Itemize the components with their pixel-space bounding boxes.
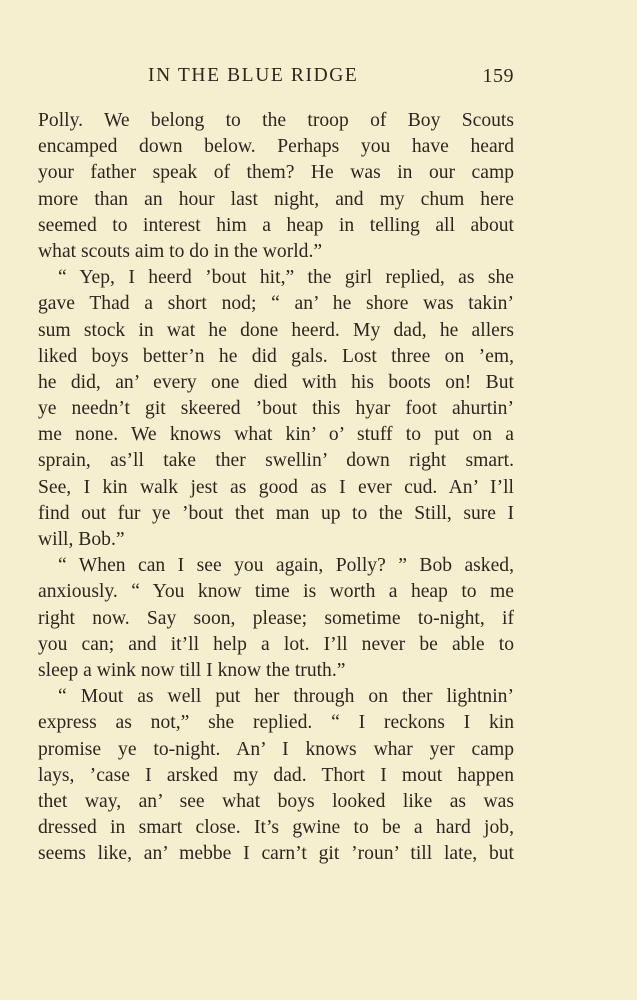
text-line: liked boys better’n he did gals. Lost three on ’em,: [38, 345, 514, 367]
text-line: he did, an’ every one died with his boots on! But: [38, 371, 514, 393]
text-line: ye needn’t git skeered ’bout this hyar foot ahurtin’: [38, 398, 514, 420]
text-line: lays, ’case I arsked my dad. Thort I mout happen: [38, 764, 514, 786]
text-line: See, I kin walk jest as good as I ever cud. An’ I’ll: [38, 476, 514, 498]
text-line: you can; and it’ll help a lot. I’ll never be able to: [38, 633, 514, 655]
page-number: 159: [482, 65, 514, 87]
text-line: find out fur ye ’bout thet man up to the Still, sure I: [38, 502, 514, 524]
body-text: [38, 108, 514, 867]
text-line: your father speak of them? He was in our camp: [38, 162, 514, 184]
text-line: seemed to interest him a heap in telling all about: [38, 214, 514, 236]
text-line: anxiously. “ You know time is worth a heap to me: [38, 581, 514, 603]
text-line: dressed in smart close. It’s gwine to be a hard job,: [38, 817, 514, 839]
text-line: thet way, an’ see what boys looked like as was: [38, 790, 514, 812]
text-line: me none. We knows what kin’ o’ stuff to put on a: [38, 424, 514, 446]
text-line: gave Thad a short nod; “ an’ he shore was takin’: [38, 293, 514, 315]
text-line: “ Mout as well put her through on ther lightnin’: [58, 686, 514, 708]
text-line: sum stock in wat he done heerd. My dad, he allers: [38, 319, 514, 341]
text-line: Polly. We belong to the troop of Boy Scouts: [38, 110, 514, 131]
text-line: right now. Say soon, please; sometime to-night, if: [38, 607, 514, 629]
running-head: [38, 60, 514, 92]
text-line: sprain, as’ll take ther swellin’ down right smart.: [38, 450, 514, 472]
running-title: IN THE BLUE RIDGE: [148, 65, 359, 86]
text-line: promise ye to-night. An’ I knows whar yer camp: [38, 738, 514, 760]
text-line: what scouts aim to do in the world.”: [38, 240, 323, 262]
text-line: encamped down below. Perhaps you have heard: [38, 136, 514, 158]
text-line: “ When can I see you again, Polly? ” Bob asked,: [58, 555, 514, 577]
text-line: “ Yep, I heerd ’bout hit,” the girl replied, as she: [58, 267, 514, 289]
text-line: will, Bob.”: [38, 529, 125, 550]
text-line: more than an hour last night, and my chum here: [38, 188, 514, 210]
text-line: express as not,” she replied. “ I reckons I kin: [38, 712, 514, 734]
text-line: sleep a wink now till I know the truth.”: [38, 659, 346, 681]
text-line: seems like, an’ mebbe I carn’t git ’roun’ till late, but: [38, 843, 514, 865]
